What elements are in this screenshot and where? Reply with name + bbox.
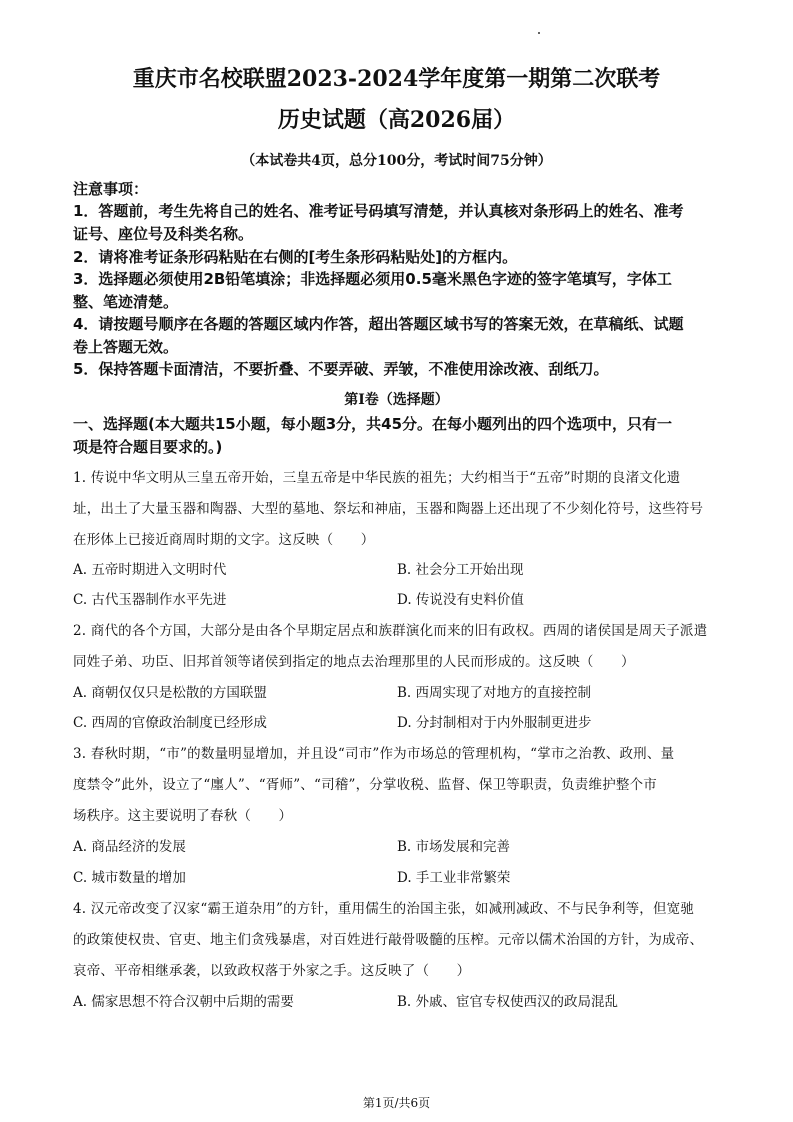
section-instruction: 一、选择题(本大题共15小题，每小题3分，共45分。在每小题列出的四个选项中，只有一 [73,415,673,433]
page-number: 第1页/共6页 [362,1096,431,1110]
question-3-text: 度禁令”此外，设立了“廛人”、“胥师”、“司稽”，分掌收税、监督、保卫等职责，负责维护整个市 [73,777,658,793]
notes-line: 卷上答题无效。 [73,338,179,356]
speck-mark [538,32,540,34]
section-instruction: 项是符合题目要求的。) [73,438,223,456]
question-3-option-a: A. 商品经济的发展 [73,839,186,855]
question-2-text: 同姓子弟、功臣、旧邦首领等诸侯到指定的地点去治理那里的人民而形成的。这反映（ ） [73,654,635,670]
exam-subtitle: 历史试题（高2026届） [277,107,516,133]
question-1-option-c: C. 古代玉器制作水平先进 [73,592,227,608]
question-1-text: 在形体上已接近商周时期的文字。这反映（ ） [73,532,375,548]
question-1-text: 址，出土了大量玉器和陶器、大型的墓地、祭坛和神庙，玉器和陶器上还出现了不少刻化符号，这些符号 [73,501,704,517]
notes-line: 整、笔迹清楚。 [73,293,179,311]
question-2-option-b: B. 西周实现了对地方的直接控制 [397,685,592,701]
question-2-option-a: A. 商朝仅仅只是松散的方国联盟 [73,685,267,701]
question-4-text: 哀帝、平帝相继承袭，以致政权落于外家之手。这反映了（ ） [73,963,471,979]
question-2-option-d: D. 分封制相对于内外服制更进步 [397,715,592,731]
section-title: 第Ⅰ卷（选择题） [344,392,449,408]
notes-line: 4．请按题号顺序在各题的答题区域内作答，超出答题区域书写的答案无效，在草稿纸、试题 [73,315,684,333]
question-1-text: 1. 传说中华文明从三皇五帝开始，三皇五帝是中华民族的祖先；大约相当于“五帝”时期的良渚文化遗 [73,470,681,486]
question-2-text: 2. 商代的各个方国，大部分是由各个早期定居点和族群演化而来的旧有政权。西周的诸侯国是周天子派遣 [73,623,708,639]
question-1-option-b: B. 社会分工开始出现 [397,562,524,578]
question-4-text: 的政策使权贵、官吏、地主们贪残暴虐，对百姓进行敲骨吸髓的压榨。元帝以儒术治国的方针，为成帝、 [73,932,704,948]
notes-line: 5．保持答题卡面清洁，不要折叠、不要弄破、弄皱，不准使用涂改液、刮纸刀。 [73,360,609,378]
notes-line: 证号、座位号及科类名称。 [73,225,254,243]
exam-info: （本试卷共4页，总分100分，考试时间75分钟） [241,153,552,169]
question-3-option-d: D. 手工业非常繁荣 [397,870,511,886]
question-2-option-c: C. 西周的官僚政治制度已经形成 [73,715,267,731]
exam-title: 重庆市名校联盟2023-2024学年度第一期第二次联考 [132,66,661,92]
notes-line: 2．请将准考证条形码粘贴在右侧的[考生条形码粘贴处]的方框内。 [73,248,518,266]
notes-line: 3．选择题必须使用2B铅笔填涂；非选择题必须用0.5毫米黑色字迹的签字笔填写，字体工 [73,270,672,288]
question-3-text: 场秩序。这主要说明了春秋（ ） [73,808,293,824]
question-3-text: 3. 春秋时期，“市”的数量明显增加，并且设“司市”作为市场总的管理机构，“掌市之治教、政刑、量 [73,746,675,762]
question-4-option-b: B. 外戚、宦官专权使西汉的政局混乱 [397,994,619,1010]
question-4-text: 4. 汉元帝改变了汉家“霸王道杂用”的方针，重用儒生的治国主张，如减刑减政、不与民争利等，但宽驰 [73,901,695,917]
question-1-option-d: D. 传说没有史料价值 [397,592,524,608]
question-1-option-a: A. 五帝时期进入文明时代 [73,562,227,578]
question-3-option-b: B. 市场发展和完善 [397,839,511,855]
question-4-option-a: A. 儒家思想不符合汉朝中后期的需要 [73,994,294,1010]
notes-heading: 注意事项： [73,180,149,198]
notes-line: 1．答题前，考生先将自己的姓名、准考证号码填写清楚，并认真核对条形码上的姓名、准考 [73,202,684,220]
question-3-option-c: C. 城市数量的增加 [73,870,186,886]
